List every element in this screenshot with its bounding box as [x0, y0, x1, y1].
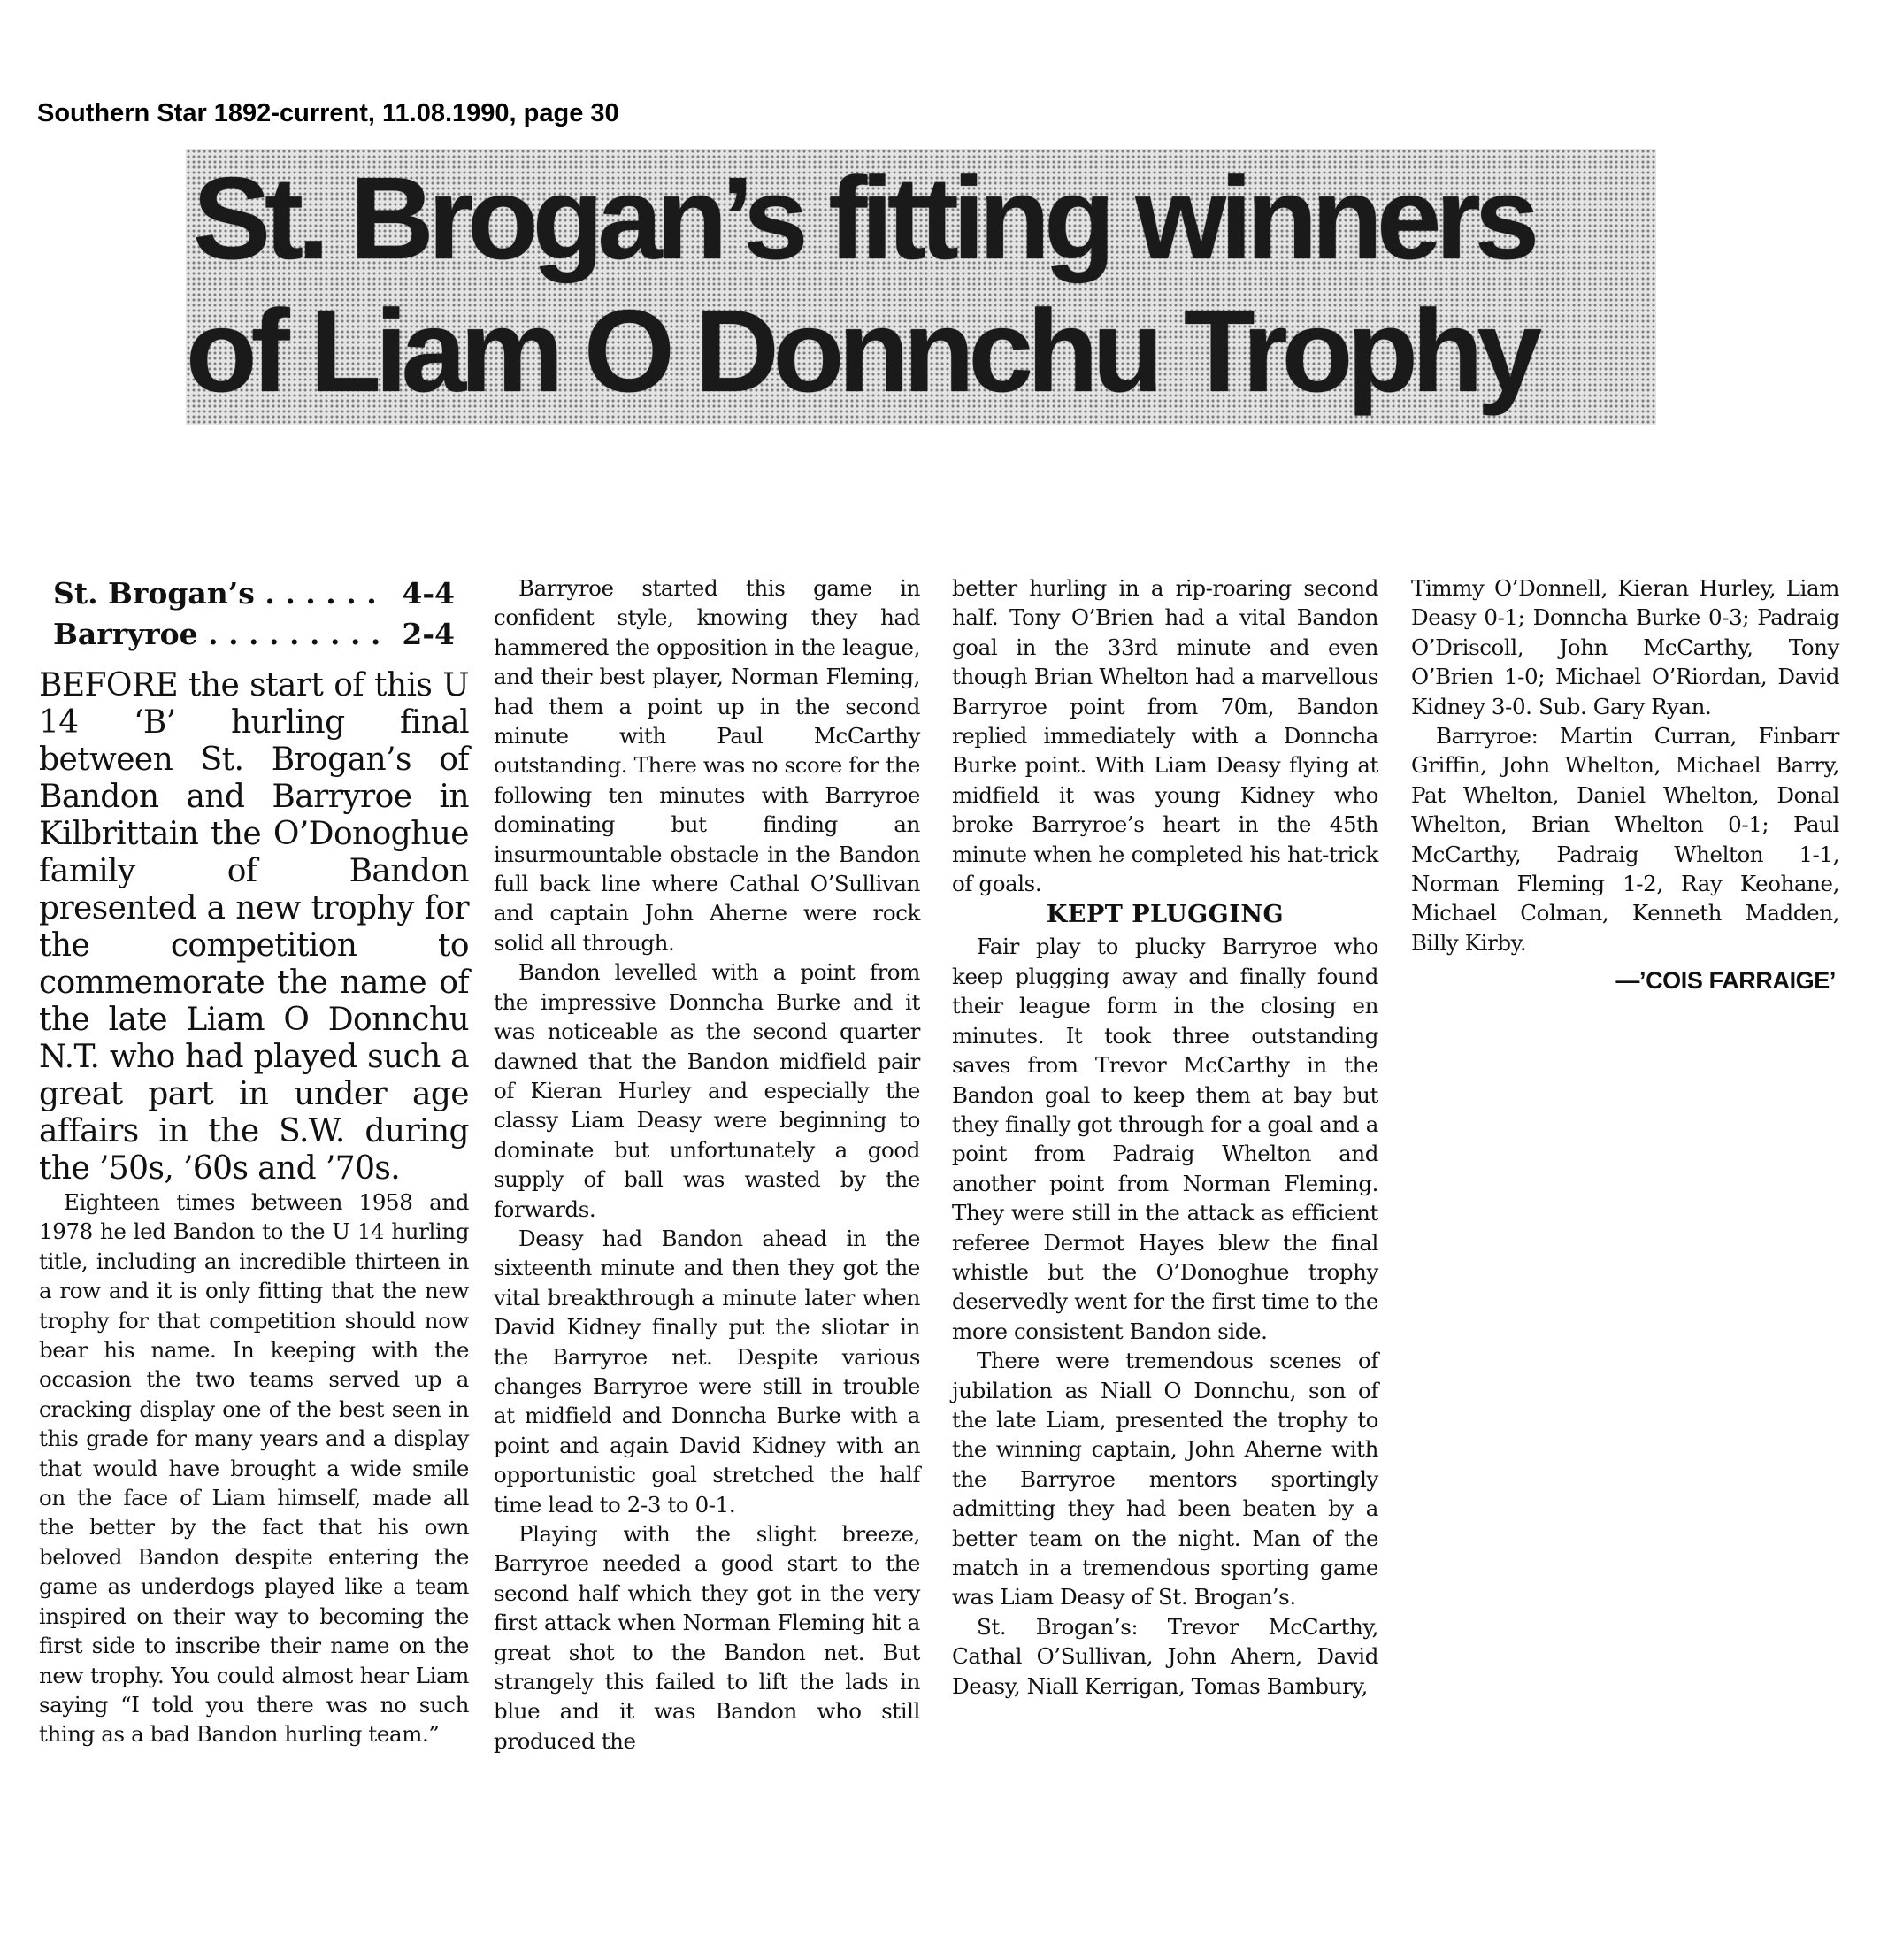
paragraph: There were tremendous scenes of jubilation as Niall O Donnchu, son of the late Liam, presented the trophy to the winning captain, John Aherne with the Barryroe mentors sportingly admitting they had been beaten by a better team on the night. Man of the match in a tremendous sporting game was Liam Deasy of St. Brogan’s.	[952, 1348, 1378, 1610]
team-lineup-paragraph: Barryroe: Martin Curran, Finbarr Griffin, John Whelton, Michael Barry, Pat Whelton, Daniel Whelton, Donal Whelton, Brian Whelton 0-1; Paul McCarthy, Padraig Whelton 1-1, Norman Fleming 1-2, Ray Keohane, Michael Colman, Kenneth Madden, Billy Kirby.	[1411, 723, 1839, 956]
paragraph: Deasy had Bandon ahead in the sixteenth minute and then they got the vital breakthrough a minute later when David Kidney finally put the sliotar in the Barryroe net. Despite various changes Barryroe were still in trouble at midfield and Donncha Burke with a point and again David Kidney with an opportunistic goal stretched the half time lead to 2-3 to 0-1.	[494, 1225, 920, 1518]
paragraph: Playing with the slight breeze, Barryroe needed a good start to the second half which they got in the very first attack when Norman Fleming hit a great shot to the Bandon net. But strangely this failed to lift the lads in blue and it was Bandon who still produced the	[494, 1521, 920, 1754]
subheading: KEPT PLUGGING	[1046, 901, 1285, 929]
score-table	[53, 573, 469, 655]
paragraph: better hurling in a rip-roaring second half. Tony O’Brien had a vital Bandon goal in the 33rd minute and even though Brian Whelton had a marvellous Barryroe point from 70m, Bandon replied immediately with a Donncha Burke point. With Liam Deasy flying at midfield it was young Kidney who broke Barryroe’s heart in the 45th minute when he completed his hat-trick of goals.	[952, 575, 1378, 897]
team-lineup-paragraph: Timmy O’Donnell, Kieran Hurley, Liam Deasy 0-1; Donncha Burke 0-3; Padraig O’Driscoll, John McCarthy, Tony O’Brien 1-0; Michael O’Riordan, David Kidney 3-0. Sub. Gary Ryan.	[1411, 575, 1839, 719]
source-citation: Southern Star 1892-current, 11.08.1990, page 30	[37, 99, 619, 127]
headline	[186, 149, 1656, 425]
team-name: St. Brogan’s . . . . . .	[53, 576, 377, 611]
article-column-2	[494, 573, 920, 1756]
author-signoff: —’COIS FARRAIGE’	[1615, 967, 1836, 995]
headline-line-2: of Liam O Donnchu Trophy	[186, 286, 1536, 416]
score-row	[53, 573, 469, 614]
article-column-1	[39, 573, 469, 1749]
team-name: Barryroe . . . . . . . . .	[53, 617, 381, 651]
article-body	[39, 1188, 469, 1749]
paragraph: Bandon levelled with a point from the impressive Donncha Burke and it was noticeable as the second quarter dawned that the Bandon midfield pair of Kieran Hurley and especially the classy Liam Deasy were beginning to dominate but unfortunately a good supply of ball was wasted by the forwards.	[494, 959, 920, 1222]
score-row	[53, 614, 469, 655]
team-lineup-paragraph: St. Brogan’s: Trevor McCarthy, Cathal O’Sullivan, John Ahern, David Deasy, Niall Kerrigan, Tomas Bambury,	[952, 1613, 1378, 1699]
article-column-4	[1411, 573, 1839, 996]
intro-paragraph: BEFORE the start of this U 14 ‘B’ hurling final between St. Brogan’s of Bandon and Barryroe in Kilbrittain the O’Donoghue family of Bandon presented a new trophy for the competition to commemorate the name of the late Liam O Donnchu N.T. who had played such a great part in under age affairs in the S.W. during the ’50s, ’60s and ’70s.	[39, 667, 469, 1187]
paragraph: Barryroe started this game in confident style, knowing they had hammered the opposition in the league, and their best player, Norman Fleming, had them a point up in the second minute with Paul McCarthy outstanding. There was no score for the following ten minutes with Barryroe dominating but finding an insurmountable obstacle in the Bandon full back line where Cathal O’Sullivan and captain John Aherne were rock solid all through.	[494, 575, 920, 956]
paragraph: Eighteen times between 1958 and 1978 he led Bandon to the U 14 hurling title, including an incredible thirteen in a row and it is only fitting that the new trophy for that competition should now bear his name. In keeping with the occasion the two teams served up a cracking display one of the best seen in this grade for many years and a display that would have brought a wide smile on the face of Liam himself, made all the better by the fact that his own beloved Bandon despite entering the game as underdogs played like a team inspired on their way to becoming the first side to inscribe their name on the new trophy. You could almost hear Liam saying “I told you there was no such thing as a bad Bandon hurling team.”	[39, 1189, 469, 1748]
headline-line-1: St. Brogan’s fitting winners	[193, 153, 1534, 283]
paragraph: Fair play to plucky Barryroe who keep plugging away and finally found their league form in the closing en minutes. It took three outstanding saves from Trevor McCarthy in the Bandon goal to keep them at bay but they finally got through for a goal and a point from Padraig Whelton and another point from Norman Fleming. They were still in the attack as efficient referee Dermot Hayes blew the final whistle but the O’Donoghue trophy deservedly went for the first time to the more consistent Bandon side.	[952, 934, 1378, 1344]
team-score: 4-4	[402, 576, 455, 611]
team-score: 2-4	[402, 617, 455, 651]
article-column-3	[952, 573, 1378, 1701]
